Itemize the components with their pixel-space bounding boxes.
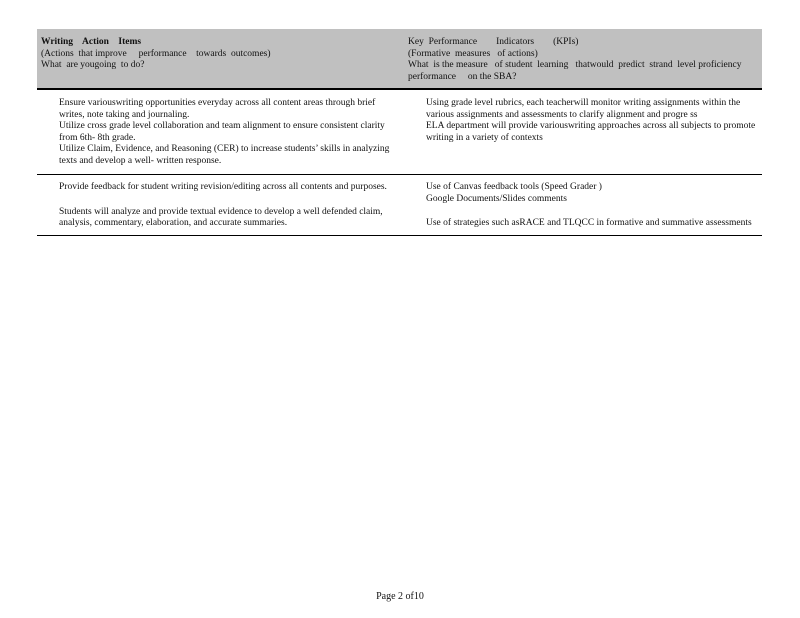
header-col2-title: Key Performance Indicators (KPIs)	[408, 37, 579, 47]
kpi-cell	[404, 89, 762, 175]
list-item	[408, 98, 758, 121]
list-item-text: Students will analyze and provide textual evidence to develop a well defended claim, analysis, commentary, elaboration, and accurate summaries.	[59, 206, 383, 228]
list-item-text: Utilize Claim, Evidence, and Reasoning (CER) to increase students’ skills in analyzing texts and develop a well- written response.	[59, 144, 390, 166]
list-item	[41, 121, 400, 144]
list-item	[408, 121, 758, 144]
kpi-list	[408, 182, 758, 230]
list-item-text: Use of strategies such asRACE and TLQCC in formative and summative assessments	[426, 218, 752, 228]
list-item	[408, 182, 758, 194]
table-header-row	[37, 29, 762, 89]
header-kpis	[404, 29, 762, 89]
kpi-list	[408, 98, 758, 144]
action-plan-table	[37, 29, 762, 236]
action-items-cell	[37, 175, 404, 236]
header-col1-title: Writing Action Items	[41, 37, 142, 47]
list-item	[41, 98, 400, 121]
action-items-cell	[37, 89, 404, 175]
page-number: Page 2 of10	[376, 591, 424, 602]
action-items-list	[41, 98, 400, 167]
list-item-text: Provide feedback for student writing revision/editing across all contents and purposes.	[59, 182, 387, 192]
list-item-text: Utilize cross grade level collaboration and team alignment to ensure consistent clarity from 6th- 8th grade.	[59, 121, 385, 143]
list-item-text: Ensure variouswriting opportunities everyday across all content areas through brief writes, note taking and journaling.	[59, 98, 376, 120]
header-col1-question: What are yougoing to do?	[41, 60, 145, 70]
header-col2-subtitle: (Formative measures of actions)	[408, 48, 538, 59]
header-writing-action-items	[37, 29, 404, 89]
kpi-cell	[404, 175, 762, 236]
header-col1-subtitle: (Actions that improve performance towards outcomes)	[41, 48, 271, 59]
table-row	[37, 175, 762, 236]
list-item-text: ELA department will provide variouswriting approaches across all subjects to promote writing in a variety of contexts	[426, 121, 756, 143]
table-row	[37, 89, 762, 175]
action-items-list	[41, 182, 400, 230]
header-col2-question: What is the measure of student learning thatwould predict strand level proficiency performance on the SBA?	[408, 60, 747, 82]
list-item	[408, 218, 758, 230]
list-item	[41, 144, 400, 167]
list-item-text: Use of Canvas feedback tools (Speed Grader )	[426, 182, 602, 192]
list-item	[408, 194, 758, 206]
list-item	[41, 207, 400, 230]
list-item-text: Google Documents/Slides comments	[426, 193, 567, 204]
list-item-text: Using grade level rubrics, each teacherwill monitor writing assignments within the various assignments and assessments to clarify alignment and progre ss	[426, 98, 741, 120]
list-item	[41, 182, 400, 194]
